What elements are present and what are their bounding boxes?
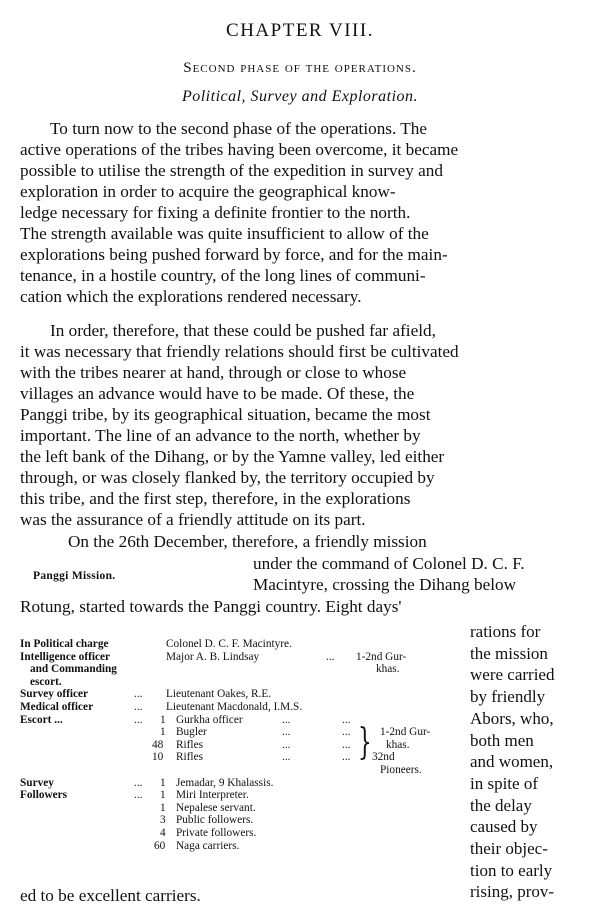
table-row	[20, 764, 460, 777]
table-row	[20, 827, 460, 840]
role-label: Followers	[20, 789, 68, 802]
text-line: The strength available was quite insufficient to allow of the	[20, 224, 429, 243]
section-subtitle: Second phase of the operations.	[183, 60, 417, 76]
table-row	[20, 676, 460, 689]
quantity: 10	[152, 751, 164, 764]
section-subtitle-italic: Political, Survey and Exploration.	[181, 88, 419, 105]
text-line: exploration in order to acquire the geographical know-	[20, 182, 396, 201]
table-row	[20, 777, 460, 790]
item-label: Gurkha officer	[176, 713, 243, 726]
text-line: and women,	[470, 752, 554, 772]
text-line: caused by	[470, 817, 538, 837]
role-label: In Political charge	[20, 638, 109, 650]
table-row	[20, 688, 460, 701]
role-label: and Commanding	[30, 663, 117, 676]
person-name: Major A. B. Lindsay	[166, 650, 260, 663]
text-line: active operations of the tribes having been overcome, it became	[20, 140, 459, 159]
dot-leader: ...	[282, 726, 291, 739]
table-row	[20, 814, 460, 827]
dot-leader: ...	[134, 789, 143, 802]
table-row	[20, 802, 460, 815]
text-line: by friendly	[470, 687, 546, 707]
quantity: 1	[160, 789, 166, 802]
quantity: 1	[160, 776, 166, 789]
quantity: 48	[152, 738, 164, 751]
table-row	[20, 663, 460, 676]
paragraph-3-line-1	[20, 531, 580, 552]
text-line: Abors, who,	[470, 708, 554, 728]
narrow-column-text	[470, 621, 580, 903]
mission-composition-table	[20, 638, 460, 852]
dot-leader: ...	[342, 751, 351, 764]
text-line: important. The line of an advance to the north, whether by	[20, 426, 421, 445]
text-line: their objec-	[470, 839, 548, 859]
text-line: tenance, in a hostile country, of the long lines of communi-	[20, 266, 426, 285]
text-line: it was necessary that friendly relations should first be cultivated	[20, 342, 459, 361]
table-row	[20, 739, 460, 752]
dot-leader: ...	[282, 738, 291, 751]
item-label: Bugler	[176, 726, 207, 739]
role-label: Medical officer	[20, 700, 94, 713]
item-label: Jemadar, 9 Khalassis.	[176, 776, 274, 789]
text-line: Macintyre, crossing the Dihang below	[253, 575, 516, 594]
text-line: cation which the explorations rendered necessary.	[20, 287, 362, 306]
unit-label: 32nd	[372, 751, 395, 764]
quantity: 1	[160, 726, 166, 739]
dot-leader: ...	[134, 688, 143, 701]
quantity: 3	[160, 814, 166, 827]
unit-label: khas.	[376, 663, 400, 676]
dot-leader: ...	[134, 713, 143, 726]
table-row	[20, 726, 460, 739]
table-row	[20, 638, 460, 651]
paragraph-1	[20, 118, 580, 307]
dot-leader: ...	[342, 726, 351, 739]
person-name: Lieutenant Oakes, R.E.	[166, 688, 272, 701]
text-line: with the tribes nearer at hand, through or close to whose	[20, 363, 407, 382]
role-label: Escort ...	[20, 713, 63, 726]
paragraph-2	[20, 320, 580, 530]
text-line: the left bank of the Dihang, or by the Yamne valley, led either	[20, 447, 445, 466]
text-line: this tribe, and the first step, therefore, in the explorations	[20, 489, 411, 508]
text-line: To turn now to the second phase of the operations. The	[50, 119, 427, 138]
text-line: rising, prov-	[470, 882, 555, 902]
text-line: through, or was closely flanked by, the territory occupied by	[20, 468, 435, 487]
text-line: the mission	[470, 643, 548, 663]
item-label: Public followers.	[176, 814, 254, 827]
chapter-title: CHAPTER VIII.	[226, 20, 374, 41]
paragraph-3-indented	[253, 553, 580, 595]
text-line: explorations being pushed forward by force, and for the main-	[20, 245, 448, 264]
item-label: Private followers.	[176, 826, 257, 839]
text-line: possible to utilise the strength of the expedition in survey and	[20, 161, 443, 180]
table-row	[20, 651, 460, 664]
dot-leader: ...	[282, 713, 291, 726]
item-label: Naga carriers.	[176, 839, 240, 852]
text-line: the delay	[470, 795, 532, 815]
item-label: Miri Interpreter.	[176, 789, 249, 802]
brace-symbol: }	[358, 722, 372, 763]
text-line: villages an advance would have to be made. Of these, the	[20, 384, 415, 403]
text-line: under the command of Colonel D. C. F.	[253, 554, 525, 573]
person-name: Colonel D. C. F. Macintyre.	[166, 638, 292, 650]
text-line: were carried	[470, 665, 555, 685]
text-line: ledge necessary for fixing a definite frontier to the north.	[20, 203, 411, 222]
item-label: Rifles	[176, 751, 203, 764]
unit-label: 1-2nd Gur-	[380, 726, 431, 739]
role-label: Survey officer	[20, 688, 89, 701]
text-line: tion to early	[470, 860, 553, 880]
table-row	[20, 751, 460, 764]
quantity: 1	[160, 801, 166, 814]
role-label: Intelligence officer	[20, 650, 111, 663]
role-label: escort.	[30, 675, 62, 688]
text-line: was the assurance of a friendly attitude on its part.	[20, 510, 366, 529]
item-label: Nepalese servant.	[176, 801, 256, 814]
text-line: On the 26th December, therefore, a friendly mission	[68, 532, 427, 551]
unit-label: Pioneers.	[380, 763, 422, 776]
text-line: rations for	[470, 622, 541, 641]
dot-leader: ...	[342, 713, 351, 726]
dot-leader: ...	[342, 738, 351, 751]
unit-label: khas.	[386, 738, 410, 751]
quantity: 60	[154, 839, 166, 852]
quantity: 4	[160, 826, 166, 839]
person-name: Lieutenant Macdonald, I.M.S.	[166, 700, 303, 713]
table-row	[20, 840, 460, 853]
dot-leader: ...	[134, 700, 143, 713]
margin-note-panggi-mission: Panggi Mission.	[33, 570, 116, 582]
text-line: Rotung, started towards the Panggi country. Eight days'	[20, 597, 402, 616]
dot-leader: ...	[134, 776, 143, 789]
quantity: 1	[160, 713, 166, 726]
text-line: In order, therefore, that these could be pushed far afield,	[50, 321, 436, 340]
table-row	[20, 789, 460, 802]
dot-leader: ...	[282, 751, 291, 764]
text-line: in spite of	[470, 773, 538, 793]
role-label: Survey	[20, 776, 54, 789]
table-row	[20, 714, 460, 727]
text-line: both men	[470, 730, 534, 750]
unit-label: 1-2nd Gur-	[356, 650, 407, 663]
text-line: Panggi tribe, by its geographical situation, became the most	[20, 405, 431, 424]
paragraph-3-line-4	[20, 596, 580, 617]
dot-leader: ...	[326, 650, 335, 663]
item-label: Rifles	[176, 738, 203, 751]
table-row	[20, 701, 460, 714]
final-line: ed to be excellent carriers.	[20, 886, 201, 905]
